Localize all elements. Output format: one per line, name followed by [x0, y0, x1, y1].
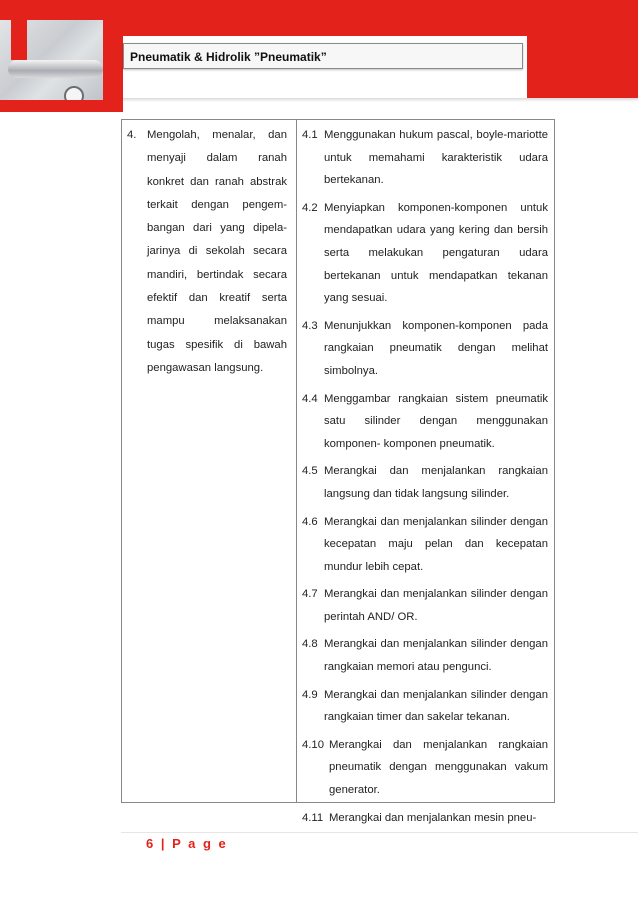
header-red-band	[11, 20, 27, 60]
item-number: 4.6	[302, 515, 318, 528]
item-text: Merangkai dan menjalankan silinder dengan rangkaian timer dan sakelar tekanan.	[324, 688, 548, 724]
item-text: Merangkai dan menjalankan mesin pneu-	[329, 811, 537, 824]
page-title: Pneumatik & Hidrolik ”Pneumatik”	[130, 50, 327, 64]
list-item	[302, 633, 548, 678]
header-red-band	[0, 100, 123, 112]
item-number: 4.10	[302, 738, 324, 751]
item-number: 4.4	[302, 392, 318, 405]
pneumatic-cylinder-image	[8, 60, 103, 78]
item-text: Merangkai dan menjalankan silinder dengan kecepatan maju pelan dan kecepatan mundur lebih cepat.	[324, 515, 548, 573]
core-competency-number: 4.	[127, 129, 137, 141]
item-text: Merangkai dan menjalankan silinder dengan rangkaian memori atau pengunci.	[324, 638, 548, 674]
competency-table	[121, 119, 555, 824]
item-text: Merangkai dan menjalankan rangkaian pneumatik dengan menggunakan vakum generator.	[329, 738, 548, 797]
item-number: 4.8	[302, 638, 318, 651]
header-red-band	[123, 0, 638, 36]
item-number: 4.7	[302, 588, 318, 601]
list-item	[302, 684, 548, 729]
list-item	[302, 460, 548, 505]
item-text: Menyiapkan komponen-komponen untuk mendapatkan udara yang kering dan bersih serta melakukan pengaturan udara bertekanan untuk mendapatkan tekanan yang sesuai.	[324, 201, 548, 305]
item-number: 4.2	[302, 201, 318, 214]
item-number: 4.9	[302, 688, 318, 701]
page-number: 6 | P a g e	[146, 836, 228, 851]
item-text: Menunjukkan komponen-komponen pada rangkaian pneumatik dengan melihat simbolnya.	[324, 319, 548, 377]
header-red-band	[0, 0, 103, 20]
item-text: Menggambar rangkaian sistem pneumatik satu silinder dengan menggunakan komponen- komponen pneumatik.	[324, 392, 548, 450]
item-number: 4.1	[302, 129, 318, 141]
header-title-box	[123, 43, 523, 69]
item-text: Menggunakan hukum pascal, boyle-mariotte untuk memahami karakteristik udara bertekanan.	[324, 129, 548, 187]
list-item	[302, 511, 548, 579]
core-competency-text: Mengolah, menalar, dan menyaji dalam ranah konkret dan ranah abstrak terkait dengan pengem-bangan dari yang dipela-jarinya di sekolah secara mandiri, bertindak secara efektif dan kreatif serta mampu melaksanakan tugas spesifik di bawah pengawasan langsung.	[147, 129, 287, 374]
list-item	[302, 315, 548, 383]
item-text: Merangkai dan menjalankan silinder dengan perintah AND/ OR.	[324, 588, 548, 623]
list-item	[302, 583, 548, 628]
list-item	[302, 388, 548, 456]
core-competency-cell	[127, 124, 287, 380]
header-red-band	[527, 36, 638, 98]
footer-divider	[121, 832, 638, 833]
header-shadow	[123, 98, 638, 102]
header-red-band	[103, 0, 123, 112]
list-item	[302, 807, 548, 830]
item-number: 4.3	[302, 319, 318, 332]
column-divider	[296, 120, 297, 802]
list-item	[302, 197, 548, 310]
item-number: 4.11	[302, 811, 324, 824]
list-item	[302, 734, 548, 802]
item-number: 4.5	[302, 465, 318, 478]
item-text: Merangkai dan menjalankan rangkaian langsung dan tidak langsung silinder.	[324, 465, 548, 500]
basic-competency-list	[302, 124, 548, 834]
list-item	[302, 124, 548, 192]
